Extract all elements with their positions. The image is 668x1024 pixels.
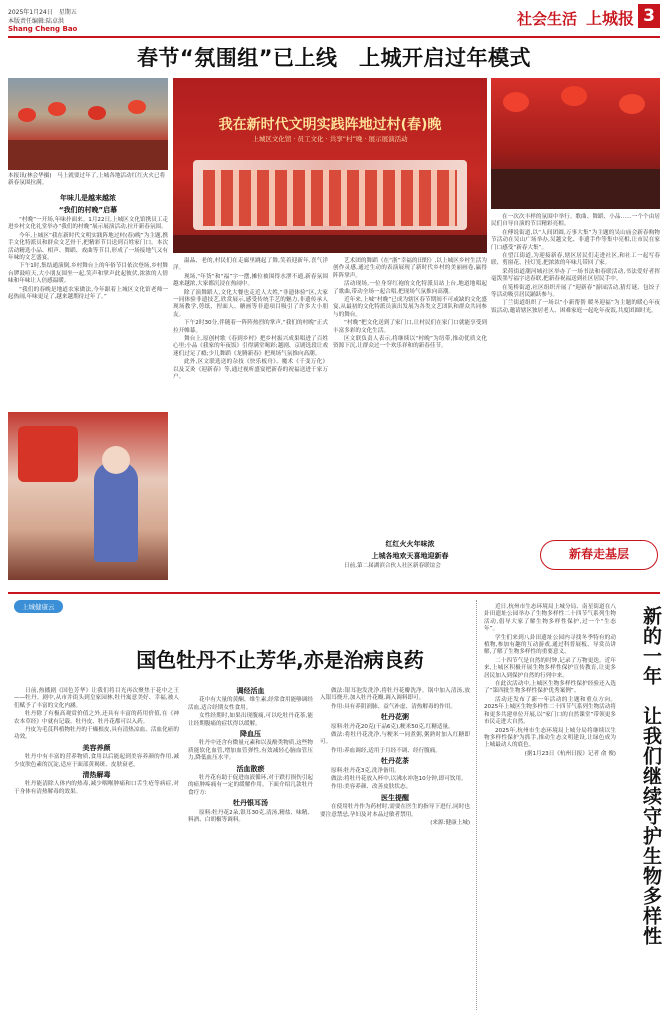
para: 作用:具有养阴润肺、益气补虚、清热解毒的作用。 <box>331 703 456 710</box>
para: 作用:养血调经,适用于月经不调、经行腹痛。 <box>331 747 441 754</box>
para: 在此次活动中,上城区生物多样性保护经验还入选了“第四批生物多样性保护优秀案例”。 <box>484 681 616 695</box>
photo-village-gala-stage <box>173 78 487 253</box>
para: 牡丹花有助于促进血液循环,对于跌打损伤引起的瘀肿疼痛有一定的缓解作用。下面介绍几款牡丹食疗方: <box>188 775 313 796</box>
masthead-rule <box>8 36 660 38</box>
para: “村晚”一开场,年味扑面来。1月22日,上城区文化馆携员工走进乡村文化礼堂举办“我们的村晚”展示展演活动,拉开新春氛围。 <box>8 217 168 231</box>
health-col3 <box>320 688 470 829</box>
para: 今年,上城区“我在新时代文明实践阵地过村(春)晚”为主题,携手文化特派员和群众文艺骨干,把精彩节目送到百姓家门口。本次活动精选小品、相声、舞蹈、戏曲等节目,形成了一场接地气又有年味的文艺盛宴。 <box>8 232 168 262</box>
para: 近日,杭州市生态环境局上城分局、南星街道在八卦田遗址公园举办了生物多样性二十四节气系列生物活动,倡导大家了解生物多样性保护,过一个“生态年”。 <box>484 604 616 633</box>
biodiversity-article <box>484 604 616 759</box>
source-note: (来源:健康上城) <box>430 820 470 827</box>
stamp-new-year-grassroots: 新春走基层 <box>540 540 658 570</box>
column-divider <box>476 600 477 1010</box>
para: 在傅说街道,以“人间团圆,万事大集”为主题的吴山庙会新春购物节活动在吴山广场举办,吴越文化、非遗手作等集中亮相,让市民在家门口感受“新春大集”。 <box>491 229 660 251</box>
para: 艺术团的舞蹈《在“浙”幸福的田野》,以上城区乡村生活为创作灵感,通过生动的表演展现了新时代乡村的美丽画卷,赢得阵阵掌声。 <box>333 258 487 279</box>
para: 采荷街道潮河城社区举办了一场书法和春联活动,书法爱好者挥毫泼墨写福字送春联,把新春祝福送到社区居民手中。 <box>491 268 660 283</box>
para: 牡丹中有丰富的营养物质,食用以后能起到美容养颜的作用,减少皮肤色素的沉淀,适应于面部黄褐斑、皮肤衰老。 <box>14 754 179 768</box>
para: 在望江街道,为迎接新春,辖区居民们走进社区,和社工一起写春联、剪窗花、挂灯笼,把浓浓的年味儿带回了家。 <box>491 253 660 267</box>
masthead-editor: 本版责任编辑:陆卓洪 <box>8 18 65 25</box>
para: “我们的春晚是地道农家做法,今年跟着上城区文化馆老师一起热闹,年味更足了,越来越期待过年了。” <box>8 286 168 301</box>
article2-sub1: 红红火火年味浓 <box>385 540 435 548</box>
para: 花中有大量的黄酮、维生素,经常食用能够调经活血,适合经期女性食用。 <box>188 697 313 711</box>
page-number: 3 <box>638 4 660 28</box>
biodiversity-headline: 新的一年 让我们继续守护生物多样性 <box>640 606 662 946</box>
paper-logo: 上城报 <box>586 9 635 28</box>
para: 2025年,杭州市生态环境局上城分局将继续以生物多样性保护为抓手,推动生态文明建设,让绿色成为上城最动人的底色。 <box>484 727 616 749</box>
health-cloud-tag: 上城健康云 <box>14 600 63 613</box>
para: 活动还发布了新一年活动的主题和重点方向。2025年上城区生物多样性二十四节气系列生物活动将和更多共建单位开展,以“家门口的自然课堂”带领更多市民走进大自然。 <box>484 696 616 726</box>
para: 现场,“年货”和“福”字一摆,摊位被围得水泄不通,新春氛围越来越浓,大家都沉浸在热闹中。 <box>173 273 328 288</box>
headline-spring-festival: 春节“氛围组”已上线 上城开启过年模式 <box>136 46 532 70</box>
subhead-soup: 牡丹银耳汤 <box>233 799 268 808</box>
article2-heading <box>333 536 487 570</box>
subhead-beauty: 美容养颜 <box>82 743 111 752</box>
para: 作用:美容养颜、改善皮肤状态。 <box>331 784 412 791</box>
para: 下午1时,集结通演倒,乡村舞台上的年俗节目依次登场,乡村舞台锣鼓喧天,大小朋友围坐一起,笑声和掌声此起彼伏,浓浓的人情味和年味让人倍感温暖。 <box>8 263 168 285</box>
section-name: 社会生活 <box>517 10 578 28</box>
para: 舞台上,原创村歌《春到乡村》把乡村振兴成果唱进了百姓心里;小品《我家的年夜饭》引得满堂喝彩;越剧、京剧选段让戏迷们过足了瘾;少儿舞蹈《龙腾新春》把现场气氛推向高潮。 <box>173 336 328 357</box>
subhead-1: 年味儿是越来越浓 <box>60 194 116 202</box>
subhead-blood-pressure: 降血压 <box>240 730 261 739</box>
para: 日前,热播剧《国色芳华》让我们将目光再次聚焦于花中之王——牡丹。剧中,从市井街头到皇家园林,牡丹寓意美好、幸福,被人们赋予了丰富的文化内涵。 <box>14 688 179 709</box>
para: 丹皮为毛茛科植物牡丹的干燥根皮,具有清热凉血、活血化瘀的功效。 <box>14 727 179 741</box>
byline: (据1月23日《杭州日报》记者 俞 俊) <box>524 750 616 757</box>
para: 丁兰街道组织了一场以“小新帮帮 暖冬迎福”为主题的暖心年夜饭活动,邀请辖区独居老人、困难家庭一起吃年夜饭,共度团圆时光。 <box>491 300 660 314</box>
para: 区文联负责人表示,将继续以“村晚”为纽带,推动优质文化资源下沉,让群众过一个欢乐祥和的新春佳节。 <box>333 336 487 350</box>
subhead-porridge: 牡丹花粥 <box>381 713 409 722</box>
subhead-2: “我们的村晚”启幕 <box>58 206 118 214</box>
photo-lantern-parade <box>8 78 168 170</box>
headline-peony: 国色牡丹不止芳华,亦是治病良药 <box>136 648 424 672</box>
subhead-stasis: 活血散瘀 <box>236 764 265 773</box>
section-divider <box>8 592 660 594</box>
article1-col2 <box>173 258 328 383</box>
photo-new-year-market <box>491 78 660 209</box>
article1-col3 <box>333 258 487 352</box>
subhead-detox: 清热解毒 <box>82 771 111 780</box>
para: 原料:牡丹花2朵,银耳30克,清汤,精盐、味精、料酒、白胡椒等调料。 <box>188 809 313 824</box>
masthead-date: 2025年1月24日 星期五 <box>8 9 77 16</box>
para: 做法:银耳泡发洗净,将牡丹花瓣洗净。锅中加入清汤,放入银耳烧开,加入牡丹花瓣,调入调料即可。 <box>320 688 470 702</box>
para: 原料:牡丹花20克(干品6克),粳米50克,红糖适量。 <box>331 723 454 730</box>
para: 温晶、老的,村民们在走廊里跳起了舞,笑着迎新年,喜气洋洋。 <box>173 258 328 272</box>
subhead-doctor: 医生提醒 <box>381 793 409 802</box>
para: 在笕桥街道,社区组织开展了“迎新春”游园活动,猜灯谜、包饺子等活动吸引居民踊跃参与。 <box>491 284 660 299</box>
para: 牡丹能清除人体内的热毒,减少咽喉肿痛和口舌生疮等病症,对于身体有清热解毒的效果。 <box>14 781 179 795</box>
para: 女性经期时,如果出现腹痛,可以吃牡丹花茶,能让经期腹痛的症状得以缓解。 <box>188 713 313 727</box>
para: 做法:将牡丹花放入杯中,以沸水冲泡10分钟,即可饮用。 <box>331 776 467 783</box>
para: 二十四节气是自然的时钟,记录了万物更迭。近年来,上城区积极开展生物多样性保护宣传教育,让更多居民加入到保护自然的行列中来。 <box>484 657 616 679</box>
subhead-tea: 牡丹花茶 <box>381 757 409 766</box>
para: 近年来,上城“村晚”已成为辖区春节期间不可或缺的文化盛宴,从最初的文化特派员演出发展为各类文艺团队和群众共同参与的舞台。 <box>333 297 487 318</box>
para: 学生们来到八卦田遗址公园内寻找冬季特有的动植物,参加有趣的互动游戏,通过科普展板、导赏员讲解,了解了生物多样性的重要意义。 <box>484 634 616 656</box>
para: 下午2时30分,伴随着一阵阵热烈的掌声,“我们的村晚”正式拉开帷幕。 <box>173 320 328 334</box>
article2-lead: 日前,第二届湖滨合伙人社区新春联谊会 <box>344 563 441 569</box>
para: 活动现场,一位身穿红袍的文化特派员站上台,地道地唱起了歌曲,带动全场一起合唱,把现场气氛推向高潮。 <box>333 281 487 295</box>
para: 在使用牡丹作为药材时,需要在医生的指导下进行,同时也要注意禁忌,孕妇及对本品过敏者禁用。 <box>320 804 470 818</box>
para: 除了演舞蹈人,文化大餐也走近人大姓,“非遗体验”区,大家一同体验非遗技艺,欣赏展示,感受传统手艺的魅力,非遗传承人现场教学,剪纸、捏面人、糖画等非遗项目吸引了许多大小朋友。 <box>173 289 328 318</box>
para: 牡丹除了有极高观赏价值之外,还具有丰富的药用价值,在《神农本草经》中就有记载。牡丹皮、牡丹花都可以入药。 <box>14 711 179 725</box>
para: “村晚”把文化送到了家门口,让村民们在家门口就能享受到丰富多彩的文化生活。 <box>333 320 487 334</box>
photo-opera-performer <box>8 412 168 580</box>
health-col1 <box>14 688 179 797</box>
para: 牡丹中还含有微量元素和以及酚类物质,这些物质能软化血管,增加血管弹性,有效减轻心脑血管压力,降低血压水平。 <box>188 740 313 762</box>
para: 原料:牡丹花3克,洗净备用。 <box>331 767 400 774</box>
para: 在一次次丰样的氛围中举行。歌曲、舞蹈、小品……一个个由居民们自导自演的节目精彩亮相。 <box>491 214 660 228</box>
health-col2 <box>188 688 313 826</box>
banner-subtitle: 上城区文化馆 · 员工文化 · 共享“村”晚 · 展示展演活动 <box>252 135 408 143</box>
masthead-pinyin: Shang Cheng Bao <box>8 25 78 33</box>
article2-col4 <box>491 214 660 316</box>
photo1-caption: 本报讯(林会华摄) 马上就要过年了,上城各地活动红红火火已将新春氛围拉满。 <box>8 173 166 187</box>
article1-col1 <box>8 190 168 302</box>
subhead-menses: 调经活血 <box>236 687 265 695</box>
banner-title: 我在新时代文明实践阵地过村(春)晚 <box>218 117 442 133</box>
para: 此外,区文联选送的杂技《快乐板舟》、魔术《千变万化》以及艾灸《迎新春》等,通过视听盛宴把新春的祝福送进千家万户。 <box>173 359 328 381</box>
article2-sub2: 上城各地欢天喜地迎新春 <box>371 552 449 560</box>
para: 做法:将牡丹花洗净,与粳米一同煮粥,粥熟时加入红糖即可。 <box>320 732 470 746</box>
